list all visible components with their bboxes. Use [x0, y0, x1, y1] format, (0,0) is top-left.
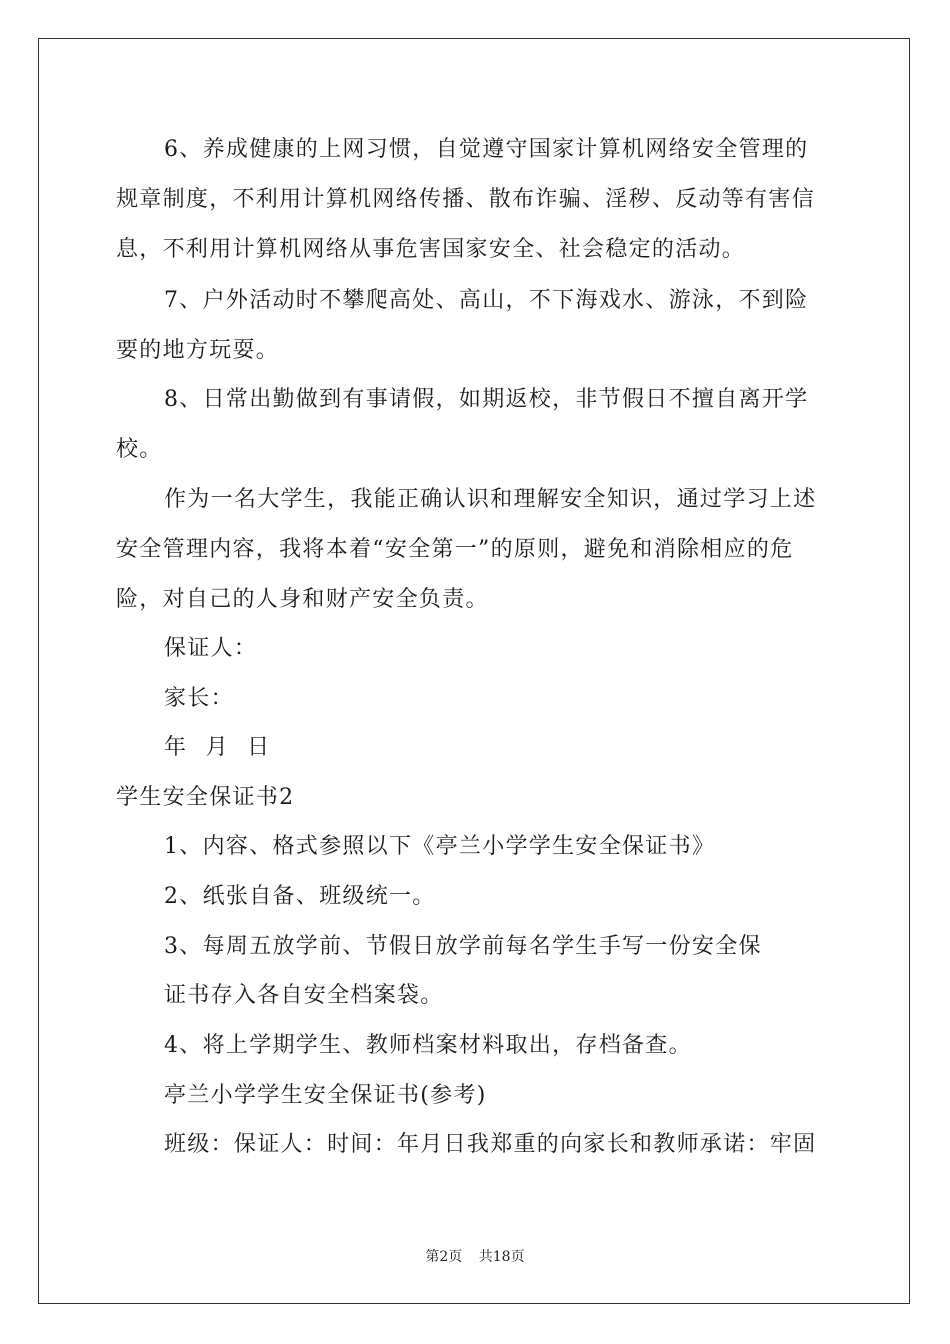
subtitle: 亭兰小学学生安全保证书(参考) [164, 1083, 487, 1108]
page-footer [0, 1246, 950, 1266]
paragraph-line: 要的地方玩耍。 [116, 338, 280, 363]
guarantor-label: 保证人： [164, 636, 258, 661]
section-title: 学生安全保证书2 [116, 785, 295, 810]
paragraph-line: 8、日常出勤做到有事请假，如期返校，非节假日不擅自离开学 [164, 387, 809, 412]
page-border [38, 38, 910, 1304]
parent-label: 家长： [164, 686, 234, 711]
paragraph-line: 作为一名大学生，我能正确认识和理解安全知识，通过学习上述 [164, 487, 817, 512]
list-item-continuation: 证书存入各自安全档案袋。 [164, 983, 444, 1008]
page-total: 共18页 [478, 1249, 525, 1265]
paragraph-line: 息，不利用计算机网络从事危害国家安全、社会稳定的活动。 [116, 237, 746, 262]
date-label: 年 月 日 [164, 735, 271, 760]
page-number: 第2页 [425, 1249, 463, 1265]
list-item: 4、将上学期学生、教师档案材料取出，存档备查。 [164, 1033, 692, 1058]
paragraph-line: 7、户外活动时不攀爬高处、高山，不下海戏水、游泳，不到险 [164, 288, 809, 313]
paragraph-line: 班级：保证人：时间：年月日我郑重的向家长和教师承诺：牢固 [164, 1132, 817, 1157]
paragraph-line: 险，对自己的人身和财产安全负责。 [116, 587, 489, 612]
paragraph-line: 校。 [116, 437, 163, 462]
paragraph-line: 安全管理内容，我将本着“安全第一”的原则，避免和消除相应的危 [116, 537, 794, 562]
list-item: 3、每周五放学前、节假日放学前每名学生手写一份安全保 [164, 934, 762, 959]
list-item: 2、纸张自备、班级统一。 [164, 884, 436, 909]
paragraph-line: 6、养成健康的上网习惯，自觉遵守国家计算机网络安全管理的 [164, 137, 809, 162]
paragraph-line: 规章制度，不利用计算机网络传播、散布诈骗、淫秽、反动等有害信 [116, 187, 816, 212]
list-item: 1、内容、格式参照以下《亭兰小学学生安全保证书》 [164, 834, 716, 859]
